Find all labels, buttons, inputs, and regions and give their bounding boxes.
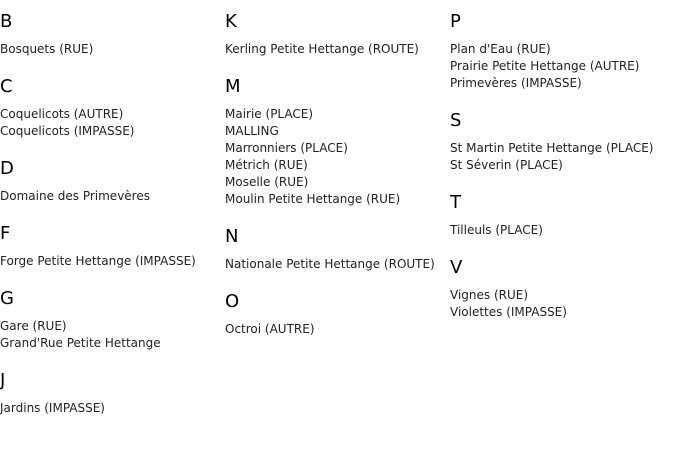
letter-heading: P bbox=[450, 11, 461, 32]
street-list bbox=[0, 253, 225, 270]
letter-group-c bbox=[0, 76, 225, 140]
street-link[interactable]: Moulin Petite Hettange (RUE) bbox=[225, 192, 401, 206]
street-link[interactable]: Coquelicots (AUTRE) bbox=[0, 107, 124, 121]
letter-group-n bbox=[225, 226, 450, 273]
street-link[interactable]: Octroi (AUTRE) bbox=[225, 322, 315, 336]
letter-heading: F bbox=[0, 223, 11, 244]
street-list bbox=[450, 287, 675, 321]
street-link[interactable]: St Martin Petite Hettange (PLACE) bbox=[450, 141, 654, 155]
street-link[interactable]: Mairie (PLACE) bbox=[225, 107, 314, 121]
letter-group-o bbox=[225, 291, 450, 338]
letter-heading: G bbox=[0, 288, 14, 309]
street-link[interactable]: Forge Petite Hettange (IMPASSE) bbox=[0, 254, 196, 268]
letter-group-t bbox=[450, 192, 675, 239]
street-index-column-2 bbox=[225, 0, 450, 338]
letter-group-p bbox=[450, 11, 675, 92]
letter-heading: S bbox=[450, 110, 462, 131]
street-index-column-3 bbox=[450, 0, 675, 321]
letter-group-m bbox=[225, 76, 450, 208]
street-link[interactable]: Domaine des Primevères bbox=[0, 189, 150, 203]
street-link[interactable]: Métrich (RUE) bbox=[225, 158, 308, 172]
street-list bbox=[225, 256, 450, 273]
street-link[interactable]: Gare (RUE) bbox=[0, 319, 67, 333]
street-link[interactable]: Grand'Rue Petite Hettange bbox=[0, 336, 161, 350]
letter-group-d bbox=[0, 158, 225, 205]
street-list bbox=[450, 41, 675, 92]
street-link[interactable]: Bosquets (RUE) bbox=[0, 42, 94, 56]
street-list bbox=[0, 188, 225, 205]
letter-group-v bbox=[450, 257, 675, 321]
street-link[interactable]: Vignes (RUE) bbox=[450, 288, 529, 302]
letter-heading: T bbox=[450, 192, 461, 213]
letter-group-b bbox=[0, 11, 225, 58]
street-list bbox=[0, 106, 225, 140]
street-list bbox=[225, 106, 450, 208]
street-link[interactable]: Kerling Petite Hettange (ROUTE) bbox=[225, 42, 419, 56]
letter-heading: C bbox=[0, 76, 13, 97]
street-list bbox=[0, 41, 225, 58]
street-link[interactable]: Tilleuls (PLACE) bbox=[450, 223, 543, 237]
letter-group-j bbox=[0, 370, 225, 417]
street-list bbox=[450, 222, 675, 239]
letter-group-g bbox=[0, 288, 225, 352]
letter-heading: J bbox=[0, 370, 6, 391]
street-link[interactable]: Violettes (IMPASSE) bbox=[450, 305, 567, 319]
street-list bbox=[225, 41, 450, 58]
street-link[interactable]: Coquelicots (IMPASSE) bbox=[0, 124, 135, 138]
street-link[interactable]: MALLING bbox=[225, 124, 279, 138]
street-list bbox=[0, 318, 225, 352]
street-list bbox=[450, 140, 675, 174]
street-link[interactable]: Marronniers (PLACE) bbox=[225, 141, 348, 155]
street-link[interactable]: Plan d'Eau (RUE) bbox=[450, 42, 551, 56]
street-list bbox=[225, 321, 450, 338]
street-link[interactable]: Nationale Petite Hettange (ROUTE) bbox=[225, 257, 435, 271]
street-list bbox=[0, 400, 225, 417]
street-link[interactable]: Jardins (IMPASSE) bbox=[0, 401, 105, 415]
letter-heading: N bbox=[225, 226, 239, 247]
letter-group-s bbox=[450, 110, 675, 174]
letter-heading: O bbox=[225, 291, 240, 312]
letter-heading: V bbox=[450, 257, 463, 278]
street-index-column-1 bbox=[0, 0, 225, 417]
letter-group-f bbox=[0, 223, 225, 270]
letter-group-k bbox=[225, 11, 450, 58]
letter-heading: D bbox=[0, 158, 14, 179]
letter-heading: B bbox=[0, 11, 13, 32]
letter-heading: K bbox=[225, 11, 237, 32]
street-link[interactable]: Primevères (IMPASSE) bbox=[450, 76, 582, 90]
street-link[interactable]: Prairie Petite Hettange (AUTRE) bbox=[450, 59, 640, 73]
letter-heading: M bbox=[225, 76, 241, 97]
street-link[interactable]: Moselle (RUE) bbox=[225, 175, 309, 189]
street-link[interactable]: St Séverin (PLACE) bbox=[450, 158, 563, 172]
